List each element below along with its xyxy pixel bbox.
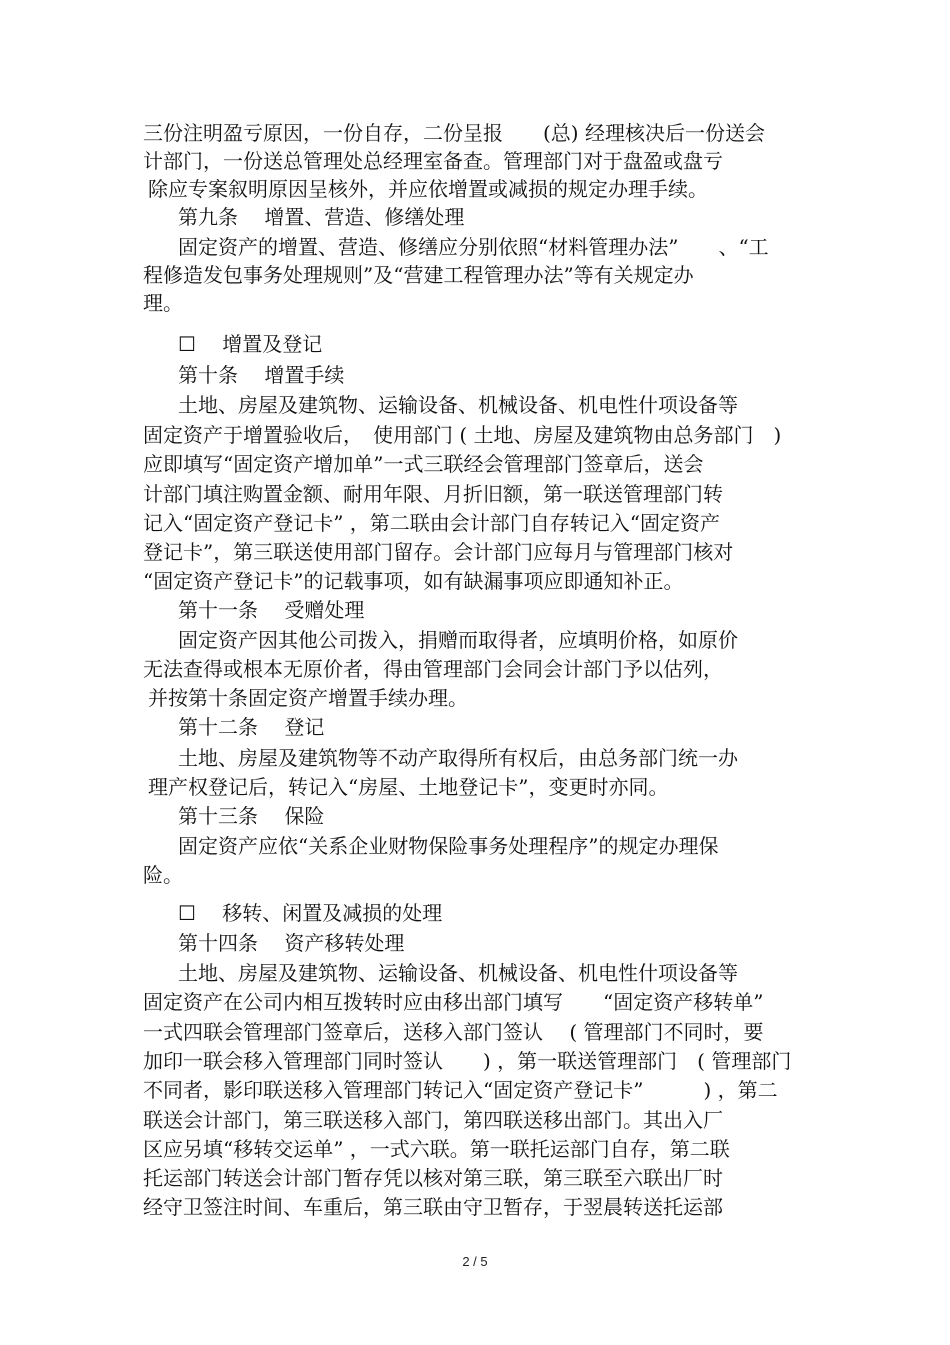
text-line: 土地、房屋及建筑物、运输设备、机械设备、机电性什项设备等 (178, 393, 738, 417)
text-line: 险。 (143, 863, 183, 887)
text-line: 计部门填注购置金额、耐用年限、月折旧额，第一联送管理部门转 (143, 482, 723, 506)
text-line: 程修造发包事务处理规则”及“营建工程管理办法”等有关规定办 (143, 263, 694, 287)
section-heading: ☐ 增置及登记 (178, 332, 323, 356)
text-line: 三份注明盈亏原因，一份自存，二份呈报 (总) 经理核决后一份送会 (143, 121, 765, 145)
text-line: 一式四联会管理部门签章后，送移入部门签认 ( 管理部门不同时，要 (143, 1020, 764, 1044)
text-line: 固定资产因其他公司拨入，捐赠而取得者，应填明价格，如原价 (178, 628, 738, 652)
article-heading: 第十二条 登记 (178, 715, 325, 739)
text-line: 联送会计部门，第三联送移入部门，第四联送移出部门。其出入厂 (143, 1108, 723, 1132)
article-heading: 第九条 增置、营造、修缮处理 (178, 205, 465, 229)
text-line: 登记卡”，第三联送使用部门留存。会计部门应每月与管理部门核对 (143, 540, 734, 564)
text-line: 理产权登记后，转记入“房屋、土地登记卡”，变更时亦同。 (148, 775, 669, 799)
text-line: 除应专案叙明原因呈核外，并应依增置或减损的规定办理手续。 (148, 177, 708, 201)
text-line: 应即填写“固定资产增加单”一式三联经会管理部门签章后，送会 (143, 452, 704, 476)
text-line: 土地、房屋及建筑物等不动产取得所有权后，由总务部门统一办 (178, 746, 738, 770)
text-line: 固定资产于增置验收后， 使用部门 ( 土地、房屋及建筑物由总务部门 ) (143, 423, 782, 447)
text-line: 不同者，影印联送移入管理部门转记入“固定资产登记卡” ) ，第二 (143, 1078, 778, 1102)
text-line: 并按第十条固定资产增置手续办理。 (148, 686, 468, 710)
article-heading: 第十四条 资产移转处理 (178, 931, 405, 955)
text-line: 无法查得或根本无原价者，得由管理部门会同会计部门予以估列， (143, 657, 723, 681)
text-line: “固定资产登记卡”的记载事项，如有缺漏事项应即通知补正。 (143, 569, 684, 593)
text-line: 固定资产应依“关系企业财物保险事务处理程序”的规定办理保 (178, 834, 719, 858)
article-heading: 第十三条 保险 (178, 804, 325, 828)
section-heading: ☐ 移转、闲置及减损的处理 (178, 901, 443, 925)
article-heading: 第十条 增置手续 (178, 363, 345, 387)
text-line: 加印一联会移入管理部门同时签认 ) ，第一联送管理部门 ( 管理部门 (143, 1049, 792, 1073)
text-line: 理。 (143, 291, 183, 315)
text-line: 固定资产的增置、营造、修缮应分别依照“材料管理办法” 、“工 (178, 235, 769, 259)
text-line: 托运部门转送会计部门暂存凭以核对第三联，第三联至六联出厂时 (143, 1166, 723, 1190)
text-line: 固定资产在公司内相互拨转时应由移出部门填写 “固定资产移转单” (143, 990, 764, 1014)
text-line: 经守卫签注时间、车重后，第三联由守卫暂存，于翌晨转送托运部 (143, 1195, 723, 1219)
text-line: 土地、房屋及建筑物、运输设备、机械设备、机电性什项设备等 (178, 961, 738, 985)
text-line: 计部门，一份送总管理处总经理室备查。管理部门对于盘盈或盘亏 (143, 149, 723, 173)
page-number: 2 / 5 (462, 1254, 488, 1269)
text-line: 记入“固定资产登记卡” ，第二联由会计部门自存转记入“固定资产 (143, 511, 721, 535)
article-heading: 第十一条 受赠处理 (178, 598, 365, 622)
text-line: 区应另填“移转交运单” ，一式六联。第一联托运部门自存，第二联 (143, 1137, 730, 1161)
